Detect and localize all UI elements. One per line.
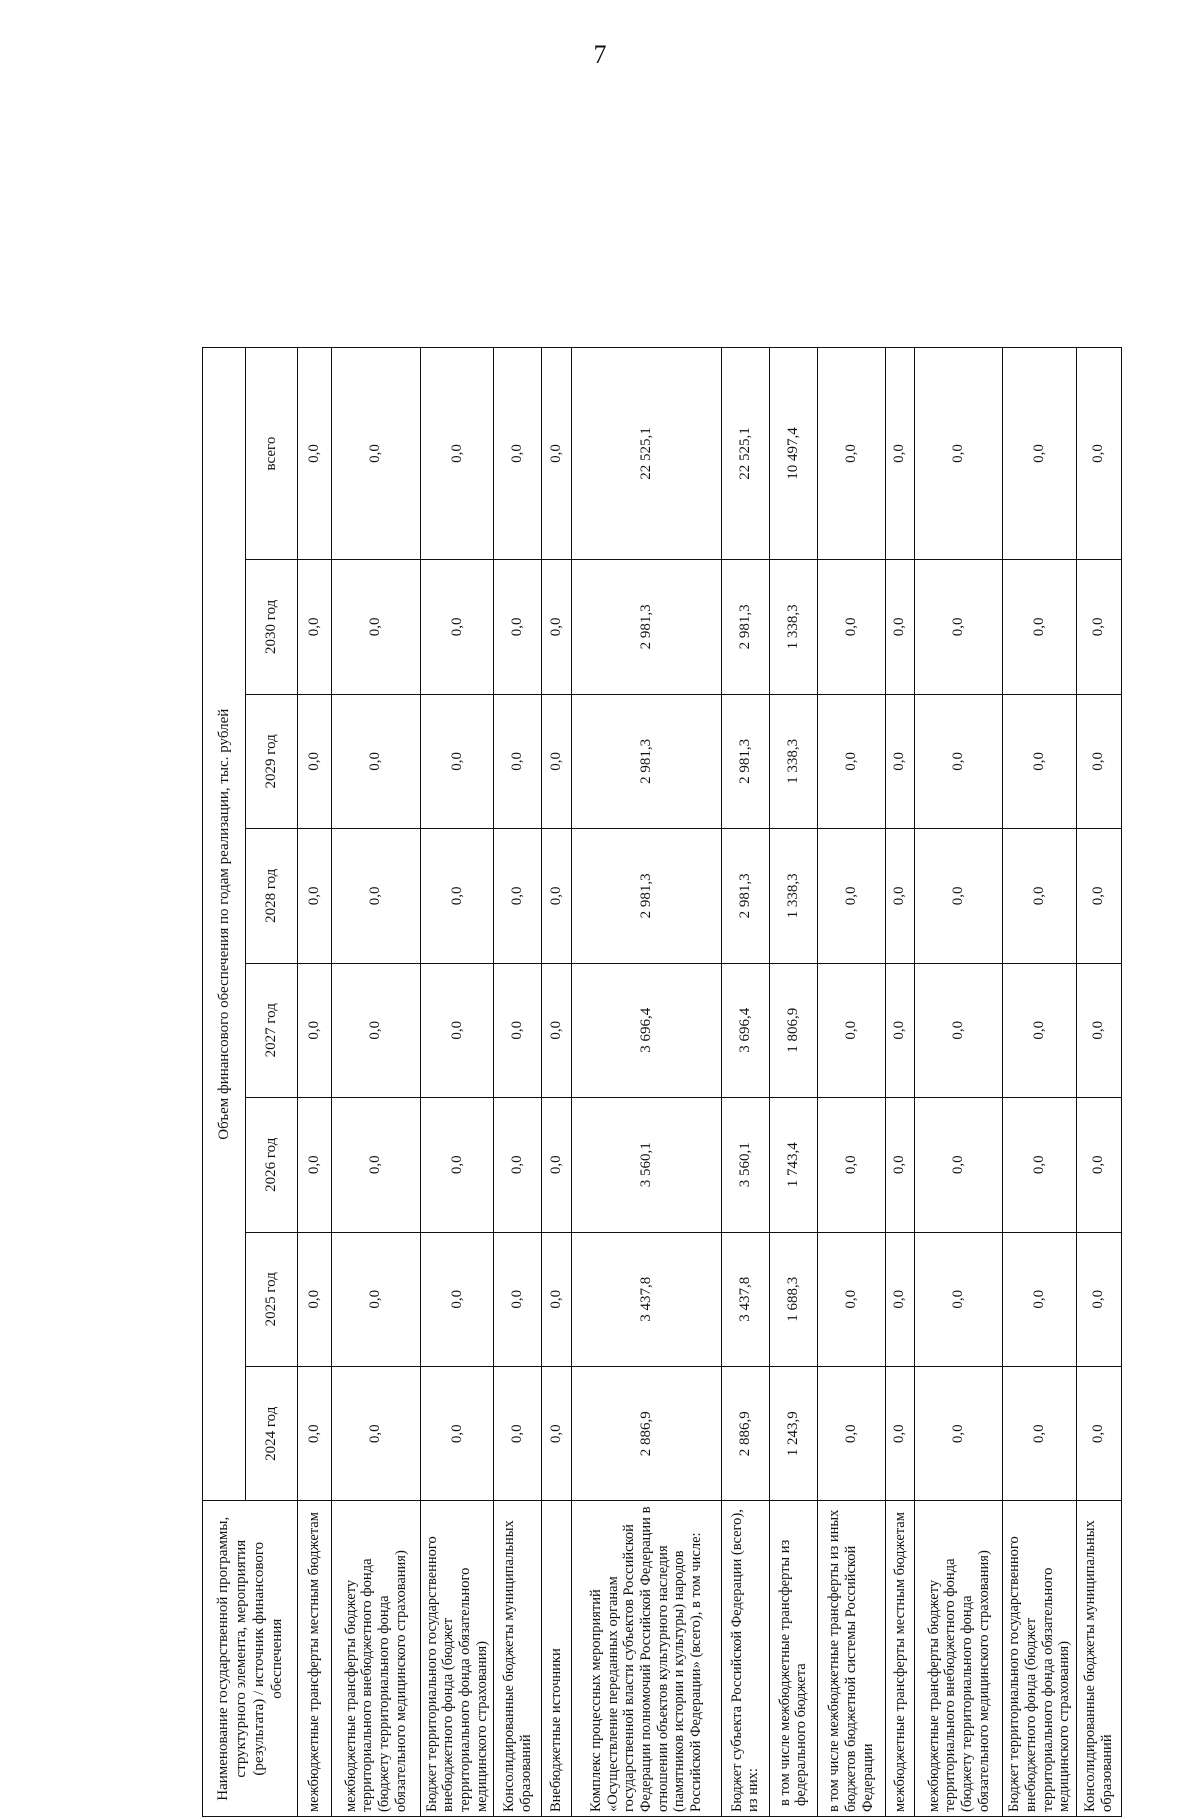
cell-2024: 0,0 <box>542 1367 572 1501</box>
cell-2027: 0,0 <box>915 963 1003 1097</box>
cell-total: 22 525,1 <box>721 348 769 560</box>
cell-2026: 0,0 <box>1076 1098 1121 1232</box>
cell-2025: 3 437,8 <box>572 1232 722 1366</box>
cell-2028: 0,0 <box>915 829 1003 963</box>
cell-2027: 0,0 <box>420 963 493 1097</box>
table-row <box>1003 348 1076 1817</box>
cell-2028: 0,0 <box>1003 829 1076 963</box>
header-group: Объем финансового обеспечения по годам реализации, тыс. рублей <box>203 348 246 1501</box>
table-body <box>298 348 1122 1817</box>
cell-total: 0,0 <box>542 348 572 560</box>
row-name: Бюджет территориального государственного внебюджетного фонда (бюджет территориального фонда обязательного медицинского страхования) <box>420 1501 493 1817</box>
cell-2028: 2 981,3 <box>721 829 769 963</box>
cell-2030: 2 981,3 <box>721 560 769 694</box>
cell-2027: 0,0 <box>494 963 542 1097</box>
cell-2029: 0,0 <box>298 694 332 828</box>
cell-2026: 0,0 <box>1003 1098 1076 1232</box>
cell-total: 0,0 <box>420 348 493 560</box>
cell-2030: 0,0 <box>1076 560 1121 694</box>
cell-2029: 1 338,3 <box>769 694 817 828</box>
header-year-2025: 2025 год <box>246 1232 298 1366</box>
row-name: в том числе межбюджетные трансферты из иных бюджетов бюджетной системы Российской Федерации <box>818 1501 886 1817</box>
cell-2027: 0,0 <box>885 963 915 1097</box>
cell-total: 0,0 <box>494 348 542 560</box>
cell-2025: 0,0 <box>1076 1232 1121 1366</box>
cell-2028: 1 338,3 <box>769 829 817 963</box>
cell-total: 0,0 <box>1076 348 1121 560</box>
cell-2024: 2 886,9 <box>572 1367 722 1501</box>
budget-table <box>202 347 1122 1817</box>
cell-2030: 0,0 <box>494 560 542 694</box>
table-row <box>818 348 886 1817</box>
cell-2028: 0,0 <box>494 829 542 963</box>
cell-2027: 3 696,4 <box>572 963 722 1097</box>
row-name: Бюджет субъекта Российской Федерации (всего), из них: <box>721 1501 769 1817</box>
cell-2026: 0,0 <box>885 1098 915 1232</box>
cell-2029: 0,0 <box>885 694 915 828</box>
cell-total: 0,0 <box>818 348 886 560</box>
header-year-2029: 2029 год <box>246 694 298 828</box>
cell-2027: 0,0 <box>331 963 420 1097</box>
cell-2029: 0,0 <box>331 694 420 828</box>
cell-2029: 0,0 <box>420 694 493 828</box>
header-year-2028: 2028 год <box>246 829 298 963</box>
cell-2024: 2 886,9 <box>721 1367 769 1501</box>
cell-2030: 0,0 <box>542 560 572 694</box>
cell-total: 10 497,4 <box>769 348 817 560</box>
header-year-2027: 2027 год <box>246 963 298 1097</box>
table-row <box>721 348 769 1817</box>
table-row <box>769 348 817 1817</box>
cell-2025: 3 437,8 <box>721 1232 769 1366</box>
cell-2026: 1 743,4 <box>769 1098 817 1232</box>
table-row <box>915 348 1003 1817</box>
table-row <box>572 348 722 1817</box>
cell-2030: 0,0 <box>885 560 915 694</box>
cell-2026: 3 560,1 <box>721 1098 769 1232</box>
cell-2029: 2 981,3 <box>572 694 722 828</box>
cell-2030: 0,0 <box>420 560 493 694</box>
cell-2030: 0,0 <box>1003 560 1076 694</box>
cell-total: 0,0 <box>331 348 420 560</box>
cell-2030: 0,0 <box>915 560 1003 694</box>
cell-2029: 0,0 <box>915 694 1003 828</box>
cell-2025: 0,0 <box>885 1232 915 1366</box>
cell-2030: 0,0 <box>298 560 332 694</box>
cell-2024: 0,0 <box>818 1367 886 1501</box>
cell-2027: 0,0 <box>1003 963 1076 1097</box>
table-row <box>331 348 420 1817</box>
table-row <box>420 348 493 1817</box>
row-name: межбюджетные трансферты местным бюджетам <box>885 1501 915 1817</box>
cell-2026: 0,0 <box>542 1098 572 1232</box>
cell-2024: 0,0 <box>885 1367 915 1501</box>
row-name: Бюджет территориального государственного внебюджетного фонда (бюджет территориального фонда обязательного медицинского страхования) <box>1003 1501 1076 1817</box>
cell-2025: 0,0 <box>542 1232 572 1366</box>
cell-2027: 1 806,9 <box>769 963 817 1097</box>
cell-2024: 0,0 <box>420 1367 493 1501</box>
cell-2025: 1 688,3 <box>769 1232 817 1366</box>
cell-2025: 0,0 <box>420 1232 493 1366</box>
row-name: Внебюджетные источники <box>542 1501 572 1817</box>
cell-2028: 0,0 <box>818 829 886 963</box>
header-year-2026: 2026 год <box>246 1098 298 1232</box>
cell-total: 0,0 <box>915 348 1003 560</box>
row-name: в том числе межбюджетные трансферты из федерального бюджета <box>769 1501 817 1817</box>
cell-total: 0,0 <box>298 348 332 560</box>
table-row <box>1076 348 1121 1817</box>
cell-2026: 0,0 <box>915 1098 1003 1232</box>
cell-2024: 0,0 <box>494 1367 542 1501</box>
row-name: Консолидированные бюджеты муниципальных образований <box>1076 1501 1121 1817</box>
cell-2026: 0,0 <box>420 1098 493 1232</box>
cell-2029: 0,0 <box>494 694 542 828</box>
row-name: межбюджетные трансферты бюджету территориального внебюджетного фонда (бюджету территориального фонда обязательного медицинского страхования) <box>915 1501 1003 1817</box>
cell-2028: 0,0 <box>542 829 572 963</box>
cell-2029: 2 981,3 <box>721 694 769 828</box>
cell-2028: 0,0 <box>1076 829 1121 963</box>
rotated-table-container <box>202 347 1122 1817</box>
row-name: межбюджетные трансферты бюджету территориального внебюджетного фонда (бюджету территориального фонда обязательного медицинского страхования) <box>331 1501 420 1817</box>
table-row <box>298 348 332 1817</box>
cell-2026: 0,0 <box>331 1098 420 1232</box>
header-total: всего <box>246 348 298 560</box>
cell-2025: 0,0 <box>1003 1232 1076 1366</box>
page-number: 7 <box>593 40 607 69</box>
cell-2028: 0,0 <box>885 829 915 963</box>
cell-2027: 0,0 <box>818 963 886 1097</box>
cell-2027: 0,0 <box>298 963 332 1097</box>
cell-2026: 0,0 <box>298 1098 332 1232</box>
cell-2027: 0,0 <box>1076 963 1121 1097</box>
cell-2028: 0,0 <box>420 829 493 963</box>
cell-2027: 0,0 <box>542 963 572 1097</box>
table-row <box>885 348 915 1817</box>
cell-2030: 1 338,3 <box>769 560 817 694</box>
cell-2029: 0,0 <box>542 694 572 828</box>
cell-2025: 0,0 <box>331 1232 420 1366</box>
cell-2026: 3 560,1 <box>572 1098 722 1232</box>
cell-2029: 0,0 <box>1003 694 1076 828</box>
header-year-2024: 2024 год <box>246 1367 298 1501</box>
table-row <box>494 348 542 1817</box>
table-header <box>203 348 298 1817</box>
cell-2024: 0,0 <box>298 1367 332 1501</box>
cell-2029: 0,0 <box>818 694 886 828</box>
header-year-2030: 2030 год <box>246 560 298 694</box>
cell-2024: 0,0 <box>1003 1367 1076 1501</box>
cell-2026: 0,0 <box>494 1098 542 1232</box>
cell-2026: 0,0 <box>818 1098 886 1232</box>
cell-2025: 0,0 <box>818 1232 886 1366</box>
cell-2025: 0,0 <box>915 1232 1003 1366</box>
cell-2024: 0,0 <box>915 1367 1003 1501</box>
row-name: межбюджетные трансферты местным бюджетам <box>298 1501 332 1817</box>
cell-2029: 0,0 <box>1076 694 1121 828</box>
cell-2025: 0,0 <box>494 1232 542 1366</box>
cell-2030: 0,0 <box>818 560 886 694</box>
header-name-column: Наименование государственной программы, структурного элемента, мероприятия (результата) / источник финансового обеспечения <box>203 1501 298 1817</box>
row-name: Консолидированные бюджеты муниципальных образований <box>494 1501 542 1817</box>
cell-2025: 0,0 <box>298 1232 332 1366</box>
cell-2024: 0,0 <box>331 1367 420 1501</box>
cell-2024: 0,0 <box>1076 1367 1121 1501</box>
cell-total: 22 525,1 <box>572 348 722 560</box>
cell-total: 0,0 <box>885 348 915 560</box>
cell-total: 0,0 <box>1003 348 1076 560</box>
row-name: Комплекс процессных мероприятий «Осуществление переданных органам государственной власти субъектов Российской Федерации полномочий Российской Федерации в отношении объектов культурного наследия (памятников истории и культуры) народов Российской Федерации» (всего), в том числе: <box>572 1501 722 1817</box>
cell-2030: 0,0 <box>331 560 420 694</box>
cell-2030: 2 981,3 <box>572 560 722 694</box>
cell-2028: 0,0 <box>298 829 332 963</box>
cell-2024: 1 243,9 <box>769 1367 817 1501</box>
cell-2028: 0,0 <box>331 829 420 963</box>
table-row <box>542 348 572 1817</box>
cell-2027: 3 696,4 <box>721 963 769 1097</box>
cell-2028: 2 981,3 <box>572 829 722 963</box>
